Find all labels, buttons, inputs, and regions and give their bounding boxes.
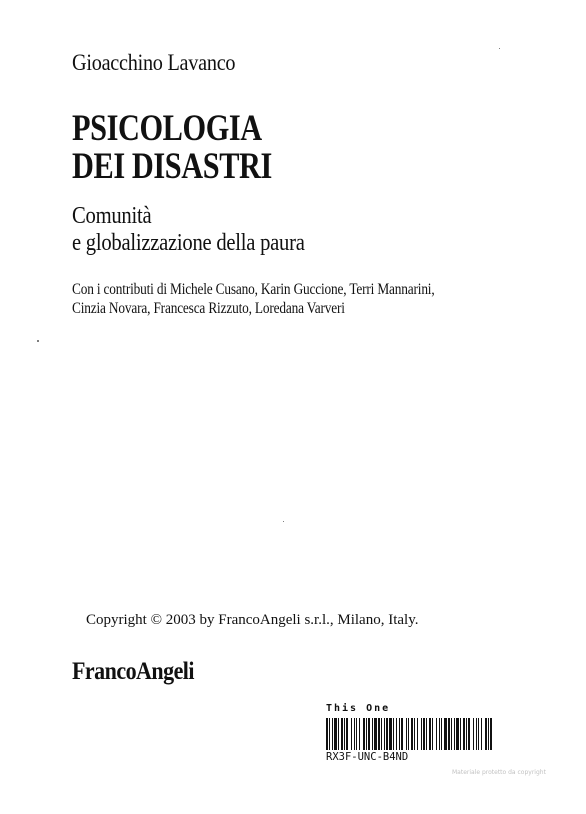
book-subtitle-line-2: e globalizzazione della paura — [72, 230, 305, 256]
contributors-line-2: Cinzia Novara, Francesca Rizzuto, Loredana Varveri — [72, 300, 345, 317]
scan-speck — [37, 340, 39, 342]
barcode-image — [326, 718, 492, 750]
publisher-name: FrancoAngeli — [72, 658, 194, 685]
scan-speck — [283, 521, 284, 522]
barcode-top-label: This One — [326, 703, 391, 714]
author-name: Gioacchino Lavanco — [72, 50, 236, 75]
book-subtitle — [72, 203, 305, 257]
book-title-line-2: DEI DISASTRI — [72, 146, 272, 187]
contributors-line-1: Con i contributi di Michele Cusano, Karin Guccione, Terri Mannarini, — [72, 281, 435, 298]
contributors — [72, 280, 435, 318]
book-title — [72, 110, 272, 186]
barcode-code: RX3F-UNC-B4ND — [326, 751, 409, 763]
book-title-line-1: PSICOLOGIA — [72, 108, 262, 149]
book-subtitle-line-1: Comunità — [72, 203, 152, 229]
library-barcode-label — [326, 703, 496, 763]
copyright-notice: Copyright © 2003 by FrancoAngeli s.r.l., Milano, Italy. — [86, 612, 419, 628]
copyright-watermark: Materiale protetto da copyright — [452, 769, 546, 776]
scan-speck — [499, 48, 500, 49]
